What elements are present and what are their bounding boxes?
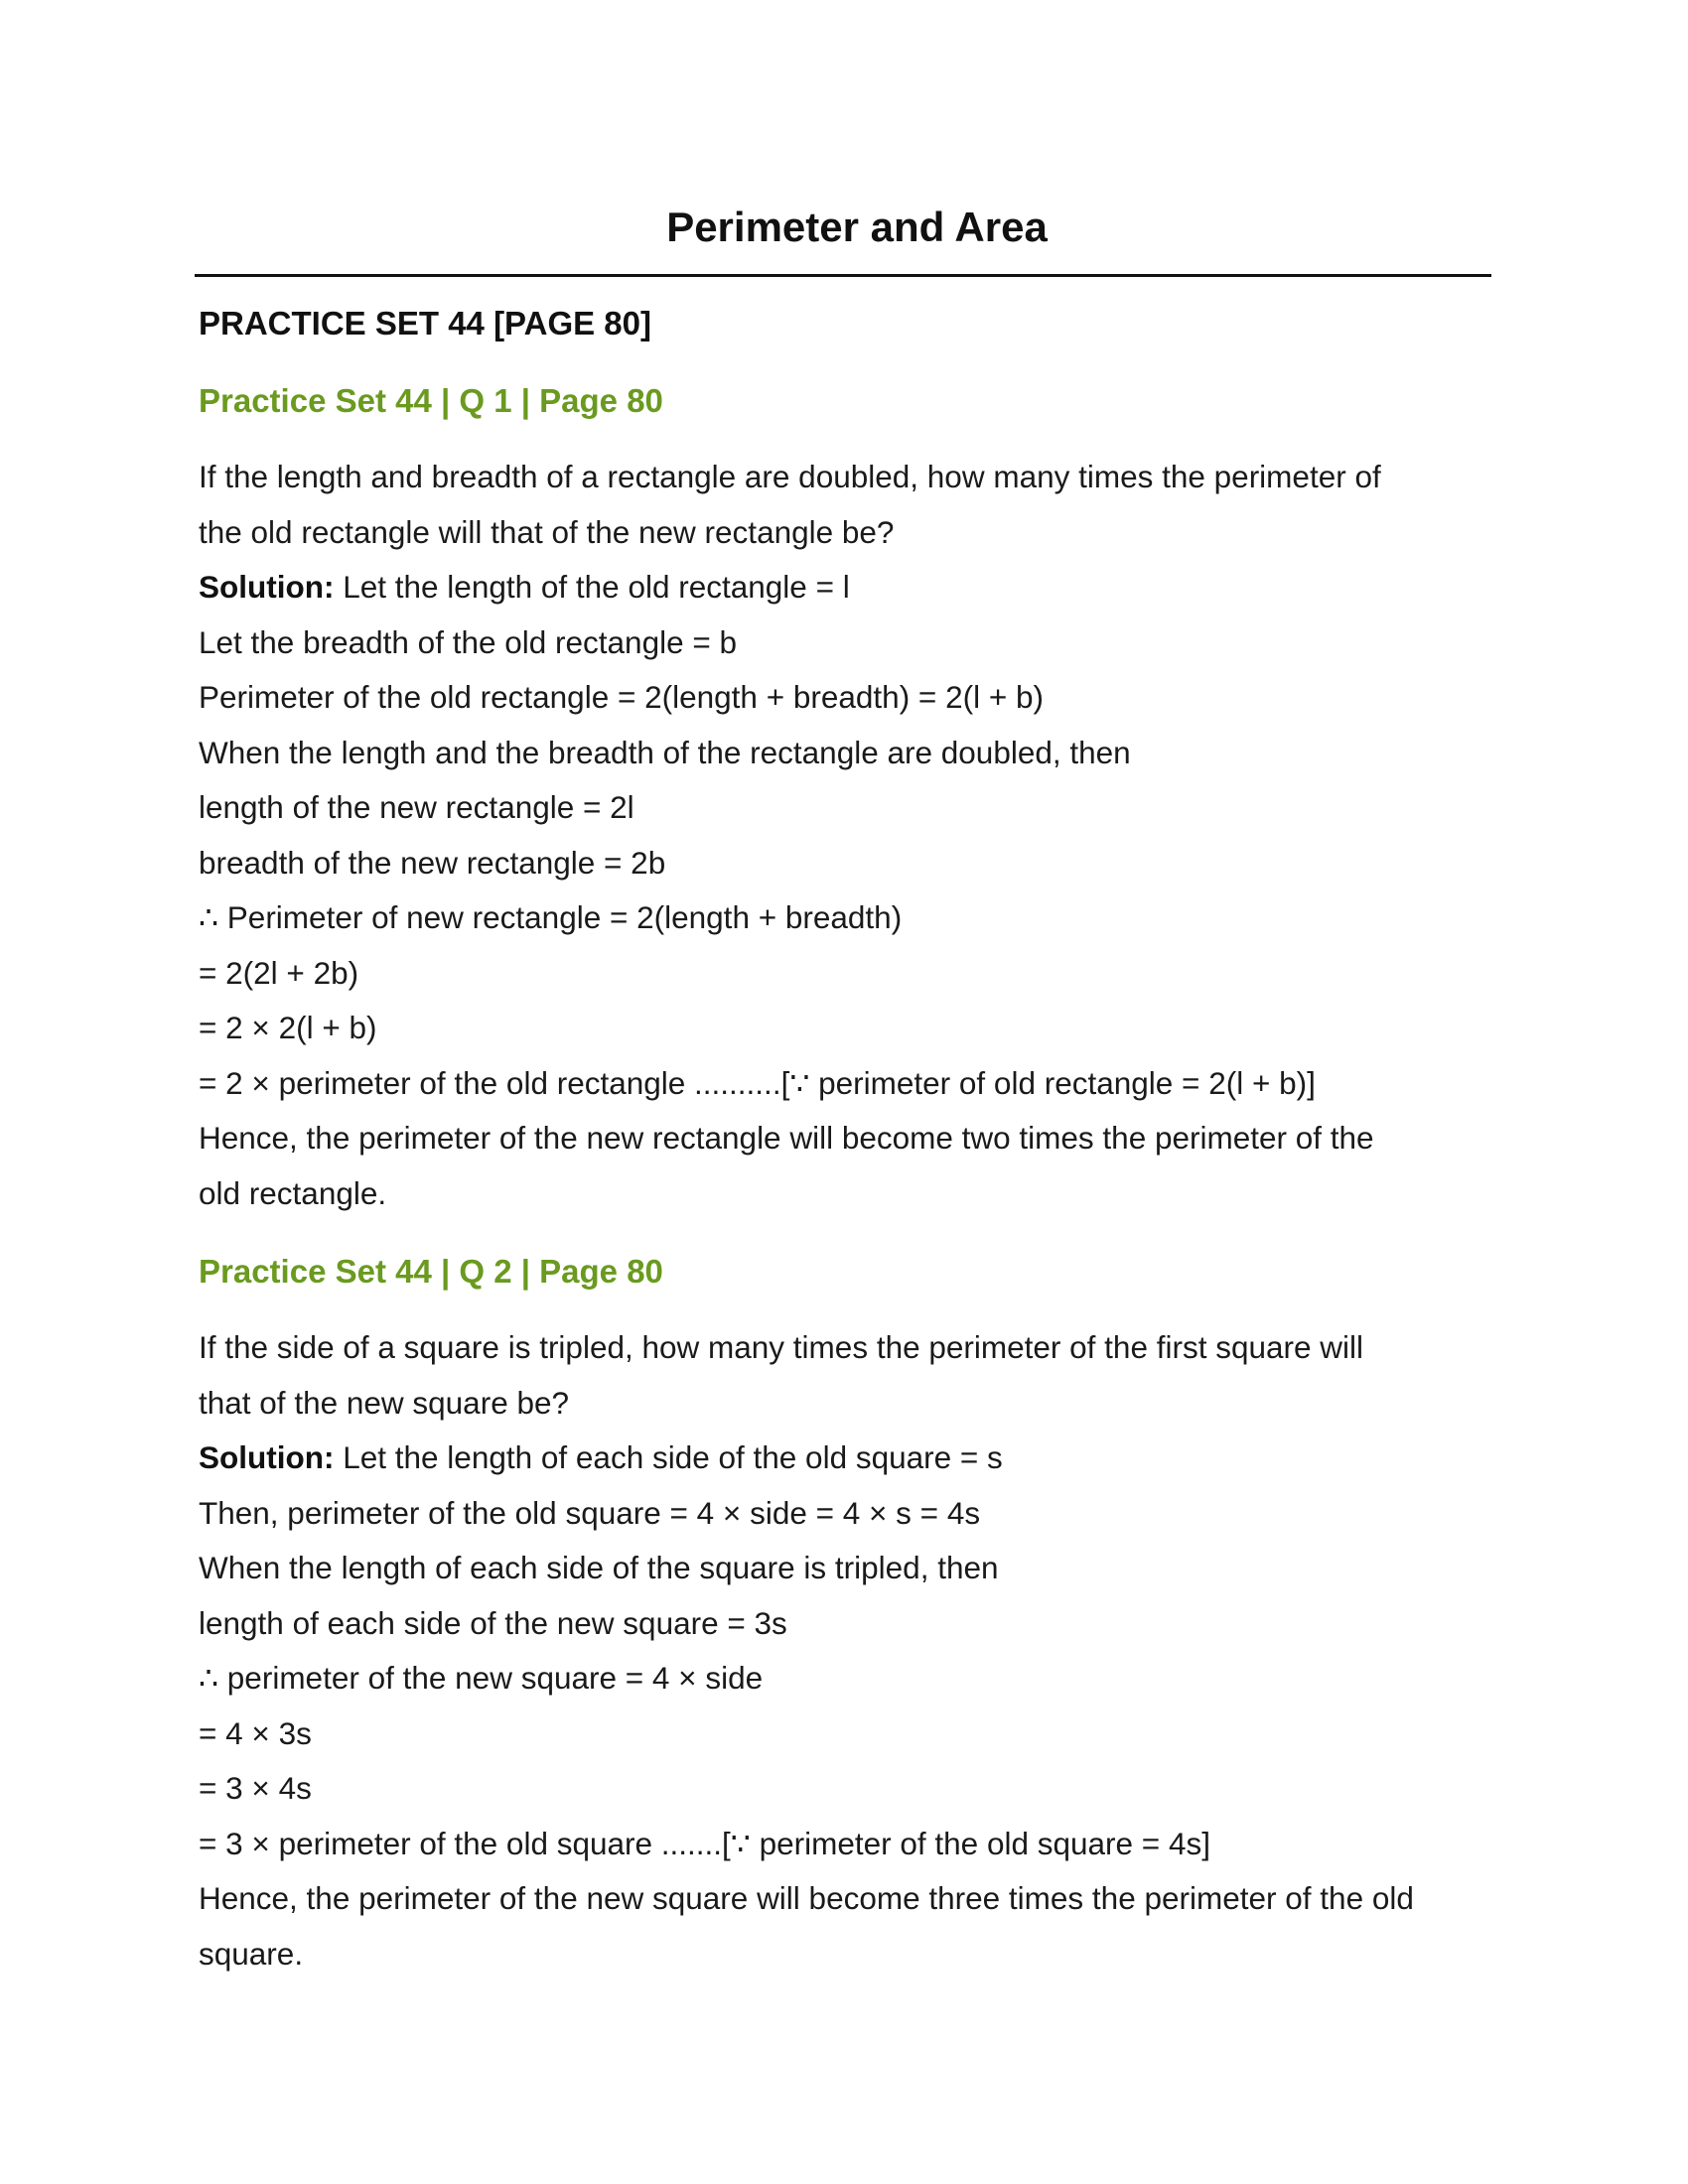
- solution-line: length of each side of the new square = 3s: [199, 1604, 787, 1641]
- solution-line: breadth of the new rectangle = 2b: [199, 844, 666, 881]
- question-heading: Practice Set 44 | Q 1 | Page 80: [199, 382, 663, 419]
- solution-line: = 2 × 2(l + b): [199, 1010, 377, 1045]
- solution-line: When the length and the breadth of the rectangle are doubled, then: [199, 734, 1131, 770]
- solution-line: old rectangle.: [199, 1174, 387, 1211]
- document-page: [195, 195, 1491, 1981]
- page-title: Perimeter and Area: [666, 204, 1048, 250]
- solution-text: Let the length of the old rectangle = l: [334, 569, 850, 605]
- solution-line: Perimeter of the old rectangle = 2(length + breadth) = 2(l + b): [199, 679, 1044, 715]
- solution-line: ∴ perimeter of the new square = 4 × side: [199, 1660, 764, 1696]
- solution-line: Then, perimeter of the old square = 4 × side = 4 × s = 4s: [199, 1494, 981, 1531]
- solution-line: ∴ Perimeter of new rectangle = 2(length + breadth): [199, 899, 903, 935]
- solution-first-line: [199, 1431, 1491, 1486]
- question-text-line: the old rectangle will that of the new rectangle be?: [199, 513, 895, 550]
- solution-line: Hence, the perimeter of the new square will become three times the perimeter of the old: [199, 1880, 1414, 1916]
- solution-label: Solution:: [199, 1439, 335, 1475]
- solution-line: = 2 × perimeter of the old rectangle ..........[∵ perimeter of old rectangle = 2(l + b)]: [199, 1064, 1316, 1101]
- solution-line: = 2(2l + 2b): [199, 954, 359, 991]
- solution-line: Let the breadth of the old rectangle = b: [199, 623, 738, 660]
- solution-label: Solution:: [199, 569, 335, 605]
- question-text-line: If the length and breadth of a rectangle are doubled, how many times the perimeter of: [199, 459, 1381, 494]
- solution-line: Hence, the perimeter of the new rectangle will become two times the perimeter of the: [199, 1120, 1374, 1156]
- title-divider: [195, 274, 1491, 277]
- practice-set-heading: PRACTICE SET 44 [PAGE 80]: [199, 305, 651, 341]
- solution-text: Let the length of each side of the old square = s: [334, 1439, 1003, 1475]
- question-block-2: [195, 1249, 1491, 1981]
- solution-line: length of the new rectangle = 2l: [199, 789, 634, 825]
- question-heading: Practice Set 44 | Q 2 | Page 80: [199, 1253, 663, 1290]
- solution-line: = 3 × perimeter of the old square .......[∵ perimeter of the old square = 4s]: [199, 1825, 1210, 1861]
- question-block-1: [195, 378, 1491, 1221]
- solution-line: = 4 × 3s: [199, 1714, 312, 1751]
- solution-line: = 3 × 4s: [199, 1770, 312, 1806]
- solution-line: When the length of each side of the square is tripled, then: [199, 1550, 999, 1585]
- solution-line: square.: [199, 1935, 304, 1972]
- question-text-line: that of the new square be?: [199, 1384, 570, 1421]
- question-text-line: If the side of a square is tripled, how many times the perimeter of the first square will: [199, 1329, 1364, 1365]
- solution-first-line: [199, 560, 1491, 615]
